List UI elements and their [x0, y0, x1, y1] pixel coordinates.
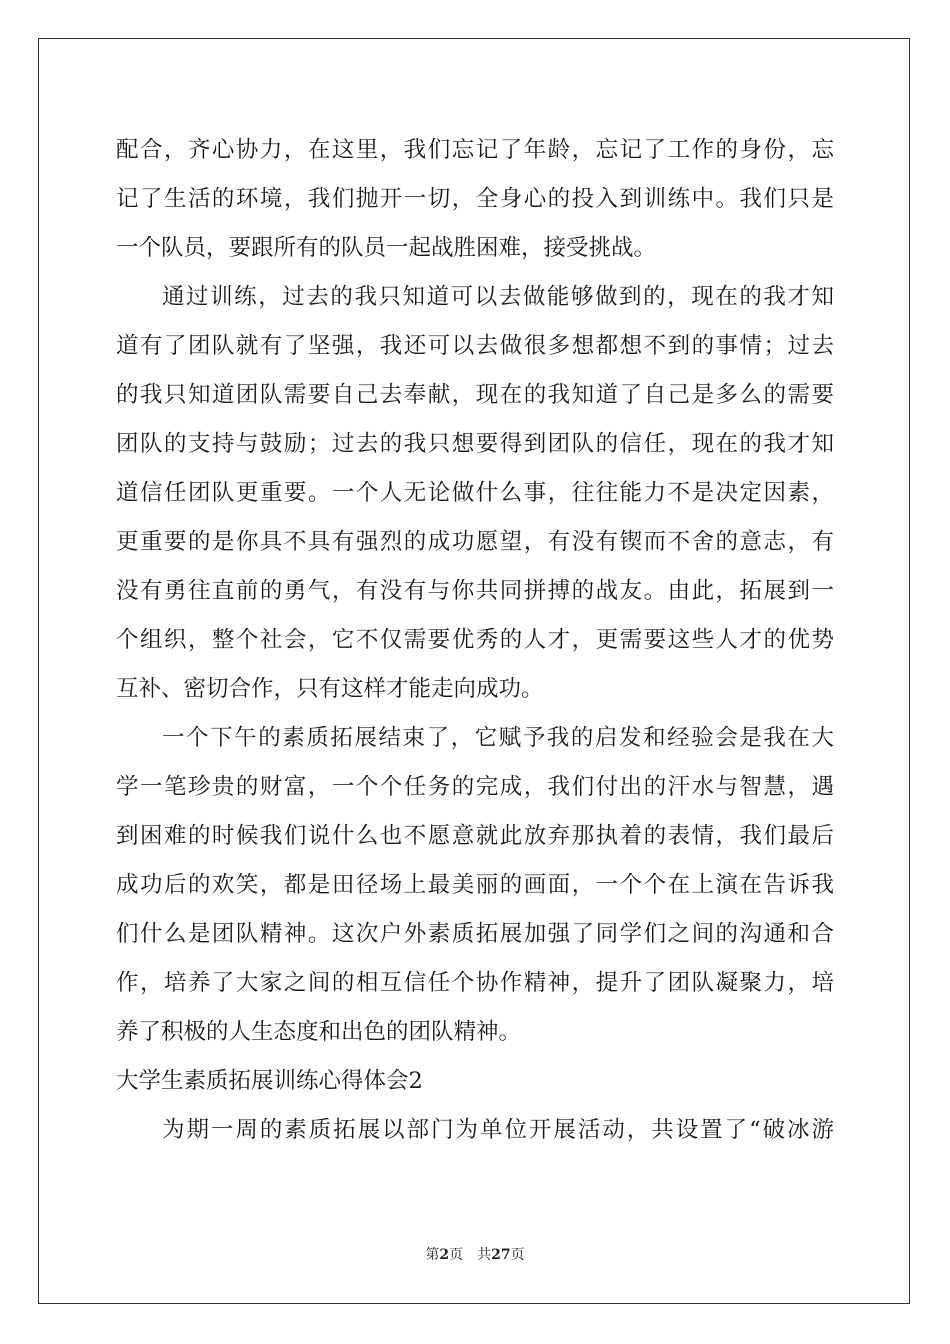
- total-page-count: 27: [491, 1247, 511, 1263]
- text-line: 个组织，整个社会，它不仅需要优秀的人才，更需要这些人才的优势: [116, 627, 834, 653]
- text-line: 成功后的欢笑，都是田径场上最美丽的画面，一个个在上演在告诉我: [116, 872, 834, 898]
- text-line: 养了积极的人生态度和出色的团队精神。: [116, 1019, 522, 1045]
- text-line: 更重要的是你具不具有强烈的成功愿望，有没有锲而不舍的意志，有: [116, 529, 834, 555]
- text-line: 团队的支持与鼓励；过去的我只想要得到团队的信任，现在的我才知: [116, 431, 834, 457]
- text-line: 一个队员，要跟所有的队员一起战胜困难，接受挑战。: [116, 235, 657, 261]
- text-line: 为期一周的素质拓展以部门为单位开展活动，共设置了“破冰游: [162, 1117, 834, 1143]
- footer-middle: 页 共: [449, 1247, 492, 1263]
- current-page-number: 2: [439, 1247, 450, 1263]
- page-footer: [0, 1244, 950, 1264]
- text-line: 学一笔珍贵的财富，一个个任务的完成，我们付出的汗水与智慧，遇: [116, 774, 834, 800]
- text-line: 们什么是团队精神。这次户外素质拓展加强了同学们之间的沟通和合: [116, 921, 834, 947]
- footer-suffix: 页: [510, 1247, 525, 1263]
- text-line: 记了生活的环境，我们抛开一切，全身心的投入到训练中。我们只是: [116, 186, 834, 212]
- text-line: 到困难的时候我们说什么也不愿意就此放弃那执着的表情，我们最后: [116, 823, 834, 849]
- text-line: 互补、密切合作，只有这样才能走向成功。: [116, 676, 544, 702]
- text-line: 配合，齐心协力，在这里，我们忘记了年龄，忘记了工作的身份，忘: [116, 137, 834, 163]
- footer-prefix: 第: [425, 1247, 440, 1263]
- text-line: 没有勇往直前的勇气，有没有与你共同拼搏的战友。由此，拓展到一: [116, 578, 834, 604]
- text-line: 道信任团队更重要。一个人无论做什么事，往往能力不是决定因素，: [116, 480, 834, 506]
- document-body: [116, 126, 834, 1155]
- section-heading: 大学生素质拓展训练心得体会2: [116, 1068, 423, 1094]
- text-line: 作，培养了大家之间的相互信任个协作精神，提升了团队凝聚力，培: [116, 970, 834, 996]
- text-line: 一个下午的素质拓展结束了，它赋予我的启发和经验会是我在大: [162, 725, 834, 751]
- text-line: 通过训练，过去的我只知道可以去做能够做到的，现在的我才知: [162, 284, 834, 310]
- text-line: 的我只知道团队需要自己去奉献，现在的我知道了自己是多么的需要: [116, 382, 834, 408]
- text-line: 道有了团队就有了坚强，我还可以去做很多想都想不到的事情；过去: [116, 333, 834, 359]
